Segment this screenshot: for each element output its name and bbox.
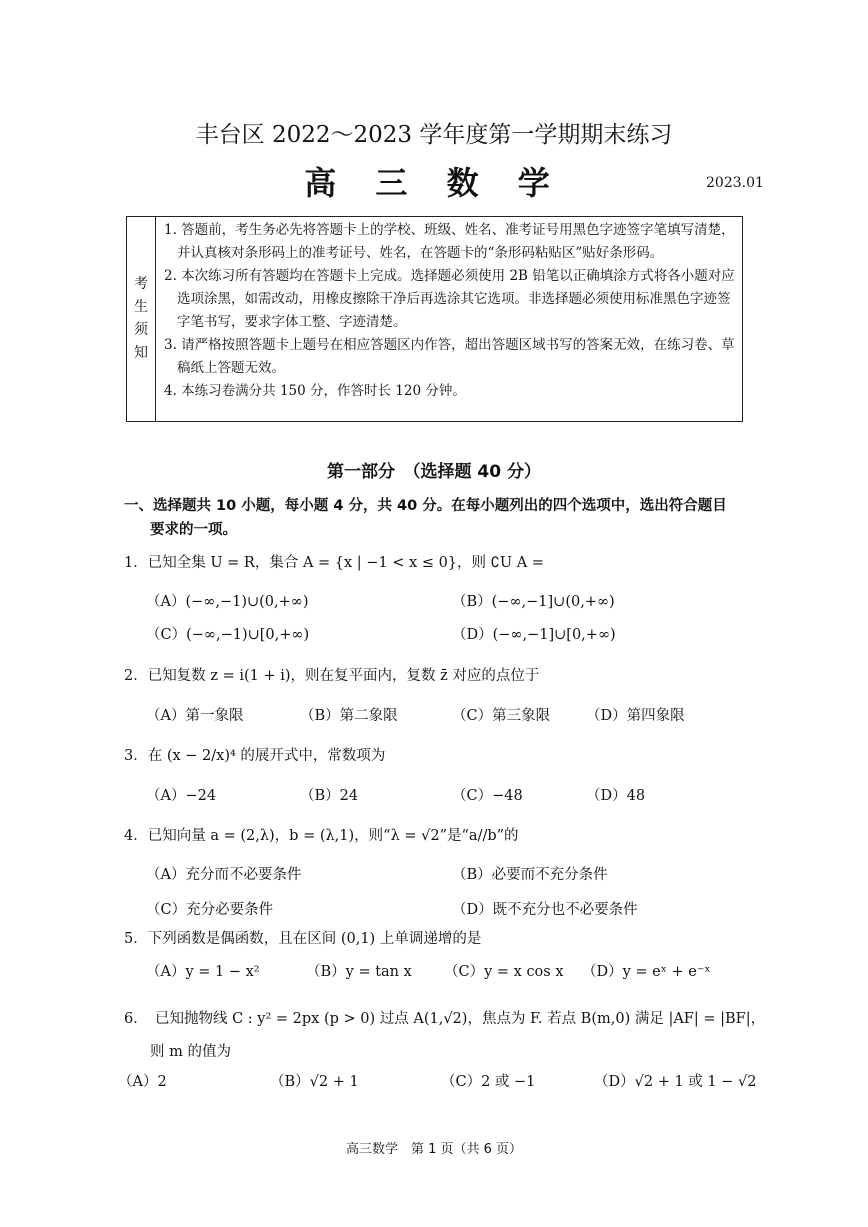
notice-item: 2. 本次练习所有答题均在答题卡上完成。选择题必须使用 2B 铅笔以正确填涂方式将各小题对应选项涂黑，如需改动，用橡皮擦除干净后再选涂其它选项。非选择题必须使用标准黑色字迹签字笔书写，要求字体工整、字迹清楚。 [164,268,735,330]
question-4-stem: 4．已知向量 a = (2,λ)，b = (λ,1)，则“λ = √2”是“a//b”的 [124,828,519,844]
exam-title: 丰台区 2022～2023 学年度第一学期期末练习 [195,122,673,148]
question-3-option-a: （A）−24 [146,788,217,804]
page-footer: 高三数学 第 1 页（共 6 页） [345,1142,523,1157]
question-5-option-d: （D）y = eˣ + e⁻ˣ [582,964,711,980]
question-2-option-a: （A）第一象限 [146,708,244,724]
question-6-option-d: （D）√2 + 1 或 1 − √2 [594,1074,757,1090]
notice-label-char: 生 [134,299,148,315]
notice-item: 1. 答题前，考生务必先将答题卡上的学校、班级、姓名、准考证号用黑色字迹签字笔填写清楚，并认真核对条形码上的准考证号、姓名，在答题卡的“条形码粘贴区”贴好条形码。 [164,222,735,261]
notice-label-char: 知 [134,345,148,361]
question-3-option-b: （B）24 [300,788,359,804]
question-1-option-d: （D）(−∞,−1]∪[0,+∞) [452,627,616,643]
section-instruction: 一、选择题共 10 小题，每小题 4 分，共 40 分。在每小题列出的四个选项中，选出符合题目 [124,498,727,514]
question-4-option-c: （C）充分必要条件 [146,902,274,918]
section-instruction-cont: 要求的一项。 [150,522,237,538]
candidate-notice-box [126,216,743,422]
question-1-option-b: （B）(−∞,−1]∪(0,+∞) [452,594,615,610]
question-6-stem-cont: 则 m 的值为 [150,1044,231,1060]
exam-subject: 高 三 数 学 [304,164,564,202]
question-2-option-d: （D）第四象限 [586,708,685,724]
question-6-option-a: （A）2 [118,1074,167,1090]
question-6-option-b: （B）√2 + 1 [270,1074,359,1090]
question-5-stem: 5．下列函数是偶函数，且在区间 (0,1) 上单调递增的是 [124,931,482,947]
exam-date: 2023.01 [706,175,764,191]
question-2-option-b: （B）第二象限 [300,708,398,724]
notice-item: 3. 请严格按照答题卡上题号在相应答题区内作答，超出答题区域书写的答案无效，在练习卷、草稿纸上答题无效。 [164,337,735,376]
notice-body [156,217,742,421]
question-1-stem: 1．已知全集 U = R，集合 A = {x | −1 < x ≤ 0}，则 ∁U A = [124,555,544,571]
notice-item: 4. 本练习卷满分共 150 分，作答时长 120 分钟。 [164,383,466,399]
question-1-option-c: （C）(−∞,−1)∪[0,+∞) [146,627,310,643]
section-title: 第一部分 （选择题 40 分） [327,462,541,482]
question-5-option-c: （C）y = x cos x [444,964,564,980]
question-6-option-c: （C）2 或 −1 [441,1074,536,1090]
question-1-option-a: （A）(−∞,−1)∪(0,+∞) [146,594,309,610]
question-3-option-c: （C）−48 [452,788,523,804]
question-6-stem: 6． 已知抛物线 C : y² = 2px (p > 0) 过点 A(1,√2)，焦点为 F. 若点 B(m,0) 满足 |AF| = |BF|， [124,1011,766,1027]
question-5-option-b: （B）y = tan x [306,964,412,980]
question-3-stem: 3．在 (x − 2/x)⁴ 的展开式中，常数项为 [124,748,386,764]
question-4-option-a: （A）充分而不必要条件 [146,867,302,883]
question-4-option-b: （B）必要而不充分条件 [452,867,608,883]
notice-label-char: 须 [134,322,148,338]
question-2-option-c: （C）第三象限 [452,708,551,724]
notice-label-char: 考 [134,276,148,292]
question-4-option-d: （D）既不充分也不必要条件 [452,902,638,918]
question-5-option-a: （A）y = 1 − x² [146,964,260,980]
notice-label [127,217,156,421]
question-2-stem: 2．已知复数 z = i(1 + i)，则在复平面内，复数 z̄ 对应的点位于 [124,668,540,684]
question-3-option-d: （D）48 [586,788,646,804]
